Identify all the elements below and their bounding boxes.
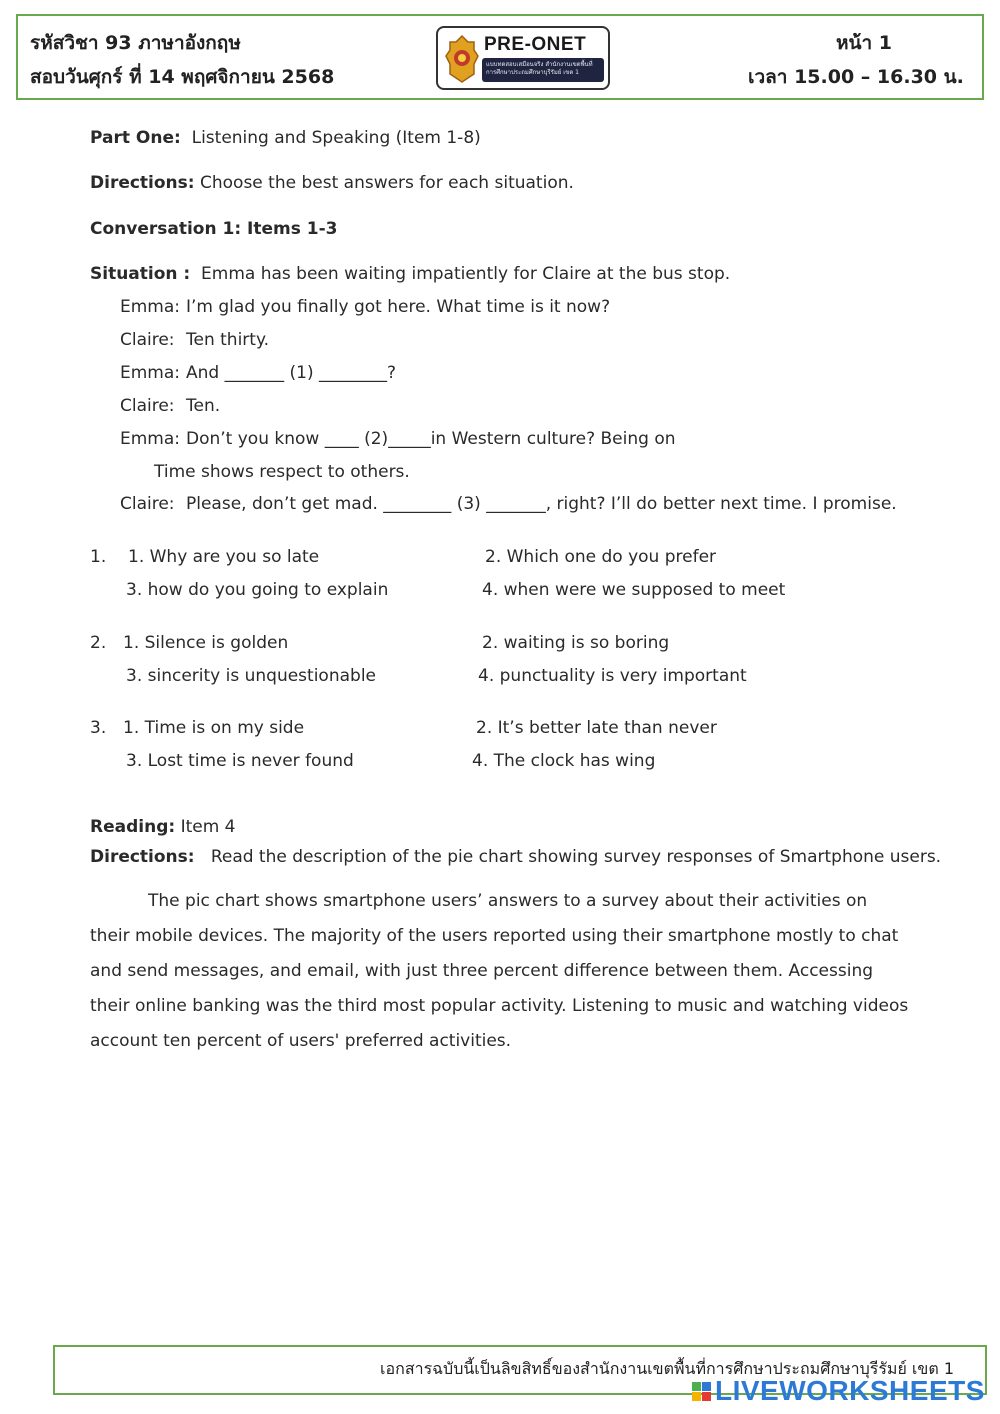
answer-choice[interactable]: 4. The clock has wing xyxy=(472,751,656,771)
dialogue-speaker: Emma: xyxy=(120,363,181,383)
answer-choice[interactable]: 1. Time is on my side xyxy=(123,718,305,738)
answer-choice[interactable]: 1. Silence is golden xyxy=(123,633,289,653)
dialogue-line xyxy=(120,429,676,449)
part-one-text: Listening and Speaking (Item 1-8) xyxy=(191,128,481,148)
dialogue-speaker: Emma: xyxy=(120,429,181,449)
reading-directions-line xyxy=(90,847,941,867)
answer-choice[interactable]: 2. waiting is so boring xyxy=(482,633,670,653)
part-one-line xyxy=(90,128,481,148)
subject-code: รหัสวิชา 93 ภาษาอังกฤษ xyxy=(30,32,241,54)
liveworksheets-wordmark: LIVEWORKSHEETS xyxy=(715,1375,985,1406)
dialogue-line xyxy=(120,330,269,350)
situation-text: Emma has been waiting impatiently for Claire at the bus stop. xyxy=(201,264,731,284)
reading-directions-label: Directions: xyxy=(90,847,195,867)
logo-tile xyxy=(692,1392,701,1401)
exam-date: สอบวันศุกร์ ที่ 14 พฤศจิกายน 2568 xyxy=(30,66,335,88)
dialogue-line xyxy=(120,297,611,317)
answer-choice[interactable]: 3. sincerity is unquestionable xyxy=(126,666,376,686)
page-number: หน้า 1 xyxy=(836,32,893,54)
directions-label: Directions: xyxy=(90,173,195,193)
answer-choice[interactable]: 2. Which one do you prefer xyxy=(485,547,717,567)
pre-onet-logo xyxy=(436,26,610,90)
education-emblem-icon xyxy=(444,34,480,84)
dialogue-line xyxy=(120,396,221,416)
answer-choice[interactable]: 3. Lost time is never found xyxy=(126,751,354,771)
answer-choice[interactable]: 1. Why are you so late xyxy=(128,547,320,567)
logo-subtitle: แบบทดสอบเสมือนจริง สำนักงานเขตพื้นที่การศึกษาประถมศึกษาบุรีรัมย์ เขต 1 xyxy=(482,58,604,82)
situation-line xyxy=(90,264,730,284)
question-number: 2. xyxy=(90,633,107,653)
answer-choice[interactable]: 4. punctuality is very important xyxy=(478,666,747,686)
dialogue-text: Ten. xyxy=(186,396,221,416)
dialogue-speaker: Claire: xyxy=(120,396,175,416)
logo-tile xyxy=(702,1382,711,1391)
reading-label: Reading: xyxy=(90,817,176,837)
copyright-notice: เอกสารฉบับนี้เป็นลิขสิทธิ์ของสำนักงานเขตพื้นที่การศึกษาประถมศึกษาบุรีรัมย์ เขต 1 xyxy=(380,1359,954,1378)
logo-title: PRE-ONET xyxy=(484,34,587,55)
directions-text: Choose the best answers for each situation. xyxy=(200,173,574,193)
directions-line xyxy=(90,173,574,193)
logo-tile xyxy=(692,1382,701,1391)
answer-choice[interactable]: 4. when were we supposed to meet xyxy=(482,580,786,600)
dialogue-speaker: Emma: xyxy=(120,297,181,317)
dialogue-text: And _______ (1) ________? xyxy=(186,363,397,383)
exam-time: เวลา 15.00 – 16.30 น. xyxy=(748,66,964,88)
reading-directions-text: Read the description of the pie chart showing survey responses of Smartphone users. xyxy=(210,847,942,867)
reading-line xyxy=(90,817,236,837)
dialogue-line xyxy=(120,363,397,383)
logo-tile xyxy=(702,1392,711,1401)
question-number: 1. xyxy=(90,547,107,567)
answer-choice[interactable]: 2. It’s better late than never xyxy=(476,718,717,738)
liveworksheets-logo-icon xyxy=(692,1382,711,1401)
dialogue-speaker: Claire: xyxy=(120,330,175,350)
dialogue-text: Please, don’t get mad. ________ (3) _______, right? I’ll do better next time. I promise. xyxy=(186,494,897,514)
answer-choice[interactable]: 3. how do you going to explain xyxy=(126,580,389,600)
dialogue-text: Ten thirty. xyxy=(186,330,269,350)
question-number: 3. xyxy=(90,718,107,738)
dialogue-speaker: Claire: xyxy=(120,494,175,514)
dialogue-text: Don’t you know ____ (2)_____in Western culture? Being on xyxy=(186,429,676,449)
reading-text: Item 4 xyxy=(180,817,236,837)
reading-paragraph: The pic chart shows smartphone users’ answers to a survey about their activities on their mobile devices. The majority of the users reported using their smartphone mostly to chat and send messages, and email, with just three percent difference between them. Accessing their online banking was the third most popular activity. Listening to music and watching videos account ten percent of users' preferred activities. xyxy=(90,891,909,1051)
situation-label: Situation : xyxy=(90,264,191,284)
part-one-label: Part One: xyxy=(90,128,181,148)
dialogue-text: I’m glad you finally got here. What time is it now? xyxy=(186,297,611,317)
conversation-title: Conversation 1: Items 1-3 xyxy=(90,219,338,239)
dialogue-continuation: Time shows respect to others. xyxy=(154,462,410,482)
liveworksheets-brand[interactable] xyxy=(692,1374,985,1408)
dialogue-line xyxy=(120,494,897,514)
